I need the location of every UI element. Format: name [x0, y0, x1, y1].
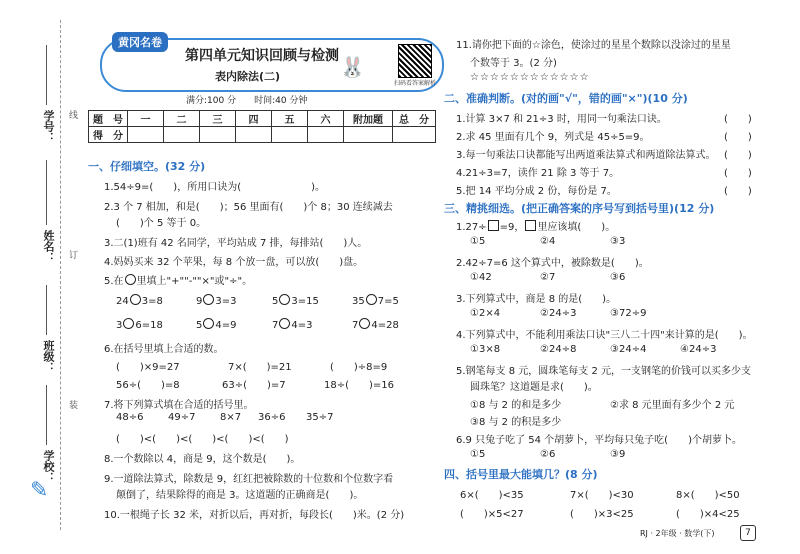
choice-4: 4.下列算式中，不能利用乘法口诀"三八二十四"来计算的是( )。 [456, 330, 753, 341]
square-blank-icon [525, 220, 536, 231]
question-6: 6.在括号里填上合适的数。 [104, 344, 224, 355]
q5-right: 4=3 [291, 320, 313, 331]
question-1: 1.54÷9=( )，所用口诀为( )。 [104, 182, 325, 193]
score-header-cell: 总 分 [393, 111, 436, 127]
q5-item [116, 318, 163, 331]
q5-left: 7 [272, 320, 279, 331]
score-header-cell: 附加题 [344, 111, 393, 127]
q6-item[interactable]: 63÷( )=7 [222, 380, 286, 391]
q5-right: 7=5 [377, 296, 399, 307]
fill-item[interactable]: 6×( )<35 [460, 490, 524, 501]
q7-item: 36÷6 [258, 412, 286, 423]
fill-item[interactable]: 8×( )<50 [676, 490, 740, 501]
q5-right: 3=3 [215, 296, 237, 307]
judge-4-answer[interactable]: ( ) [724, 168, 752, 179]
q7-item: 48÷6 [116, 412, 144, 423]
score-header-cell: 题 号 [89, 111, 128, 127]
q5-left: 9 [196, 296, 203, 307]
option: ②6 [540, 449, 556, 460]
score-header-cell: 五 [272, 111, 308, 127]
q5-right: 4=9 [215, 320, 237, 331]
c1-tail: 里应该填( )。 [537, 222, 616, 233]
q5-left: 24 [116, 296, 129, 307]
square-blank-icon [488, 220, 499, 231]
option: ②4 [540, 236, 556, 247]
option: ③3 [610, 236, 626, 247]
option: ①5 [470, 449, 486, 460]
score-table [88, 110, 436, 143]
operator-blank[interactable] [203, 294, 214, 305]
operator-blank[interactable] [359, 318, 370, 329]
q5-item [196, 294, 236, 307]
q7-item: 35÷7 [306, 412, 334, 423]
judge-5-answer[interactable]: ( ) [724, 186, 752, 197]
score-row-label: 得 分 [89, 127, 128, 143]
q6-item[interactable]: 7×( )=21 [228, 362, 292, 373]
qr-caption: 扫码看答案解析 [394, 80, 437, 87]
rabbit-mascot-icon: 🐰 [340, 55, 365, 79]
score-input-cell[interactable] [344, 127, 393, 143]
section-4-heading: 四、括号里最大能填几？(8 分) [444, 468, 598, 481]
option: ③8 与 2 的积是多少 [470, 417, 562, 428]
page-subtitle: 表内除法(二) [215, 70, 281, 83]
footer-book: RJ · 2年级 · 数学(下) [640, 529, 715, 538]
page-number: 7 [740, 525, 756, 541]
q5-item [352, 294, 399, 307]
judge-5: 5.把 14 平均分成 2 份，每份是 7。 [456, 186, 617, 197]
question-4: 4.妈妈买来 32 个苹果，每 8 个放一盘，可以放( )盘。 [104, 257, 364, 268]
brand-logo: 黄冈名卷 [112, 32, 168, 52]
binding-margin [0, 0, 78, 554]
choice-5-line1: 5.钢笔每支 8 元，圆珠笔每支 2 元，一支钢笔的价钱可以买多少支 [456, 366, 751, 377]
name-line [46, 160, 47, 225]
cut-line [60, 20, 61, 530]
option: ①5 [470, 236, 486, 247]
exam-time: 时间:40 分钟 [254, 96, 308, 106]
q5-left: 5 [272, 296, 279, 307]
score-input-row [89, 127, 436, 143]
q5-item [196, 318, 236, 331]
question-9-line2: 颠倒了，结果除得的商是 3。这道题的正确商是( )。 [116, 490, 364, 501]
score-input-cell[interactable] [308, 127, 344, 143]
operator-blank[interactable] [279, 294, 290, 305]
choice-6: 6.9 只兔子吃了 54 个胡萝卜，平均每只兔子吃( )个胡萝卜。 [456, 435, 742, 446]
operator-blank[interactable] [123, 318, 134, 329]
q5-left: 5 [196, 320, 203, 331]
score-input-cell[interactable] [128, 127, 164, 143]
word-xian: 线 [67, 110, 77, 119]
q5-suffix: 里填上"+""-""×"或"÷"。 [136, 276, 253, 287]
score-header-cell: 六 [308, 111, 344, 127]
q6-item[interactable]: ( )÷8=9 [330, 362, 388, 373]
fill-item[interactable]: 7×( )<30 [570, 490, 634, 501]
score-input-cell[interactable] [236, 127, 272, 143]
school-line [46, 385, 47, 445]
judge-1-answer[interactable]: ( ) [724, 114, 752, 125]
c1-mid: =9， [499, 222, 525, 233]
judge-2-answer[interactable]: ( ) [724, 132, 752, 143]
q5-left: 3 [116, 320, 123, 331]
star-row[interactable]: ☆☆☆☆☆☆☆☆☆☆☆☆ [470, 72, 590, 83]
question-9-line1: 9.一道除法算式，除数是 9，红红把被除数的十位数和个位数字看 [104, 474, 394, 485]
question-5 [104, 272, 252, 287]
option: ③9 [610, 449, 626, 460]
school-label: 学校： [42, 450, 55, 483]
word-zhuang: 装 [67, 400, 77, 409]
q5-item [116, 294, 163, 307]
option: ③72÷9 [610, 308, 647, 319]
question-3: 3.二(1)班有 42 名同学，平均站成 7 排，每排站( )人。 [104, 238, 368, 249]
q5-right: 6=18 [135, 320, 163, 331]
score-full: 满分:100 分 [186, 96, 237, 106]
choice-5-line2: 圆珠笔？这道题是求( )。 [470, 382, 598, 393]
student-number-label: 学号： [42, 110, 55, 143]
option: ①3×8 [470, 344, 501, 355]
score-header-cell: 三 [200, 111, 236, 127]
pencil-mascot-icon: ✎ [30, 478, 49, 503]
score-input-cell[interactable] [164, 127, 200, 143]
qr-code-icon [398, 44, 432, 78]
page-title: 第四单元知识回顾与检测 [185, 48, 339, 64]
fill-item[interactable]: ( )×4<25 [676, 509, 740, 520]
q5-prefix: 5.在 [104, 276, 124, 287]
question-11-line2: 个数等于 3。(2 分) [470, 58, 557, 69]
judge-1: 1.计算 3×7 和 21÷3 时，用同一句乘法口诀。 [456, 114, 667, 125]
section-1-heading: 一、仔细填空。(32 分) [88, 160, 206, 173]
word-ding: 订 [67, 250, 77, 259]
q6-item[interactable]: ( )×9=27 [116, 362, 180, 373]
option: ②7 [540, 272, 556, 283]
question-10: 10.一根绳子长 32 米，对折以后，再对折，每段长( )米。(2 分) [104, 510, 405, 521]
operator-blank[interactable] [366, 294, 377, 305]
option: ④24÷3 [680, 344, 717, 355]
q5-item [272, 318, 312, 331]
student-number-line [46, 45, 47, 105]
judge-3-answer[interactable]: ( ) [724, 150, 752, 161]
q5-right: 4=28 [371, 320, 399, 331]
score-header-cell: 二 [164, 111, 200, 127]
q6-item[interactable]: 18÷( )=16 [324, 380, 395, 391]
judge-4: 4.21÷3=7，读作 21 除 3 等于 7。 [456, 168, 620, 179]
option: ①8 与 2 的和是多少 [470, 400, 562, 411]
option: ①2×4 [470, 308, 501, 319]
class-line [46, 285, 47, 335]
exam-meta [186, 93, 307, 106]
fill-item[interactable]: ( )×5<27 [460, 509, 524, 520]
option: ①42 [470, 272, 492, 283]
question-2-line1: 2.3 个 7 相加，和是( )；56 里面有( )个 8；30 连续减去 [104, 202, 393, 213]
q5-item [352, 318, 399, 331]
q7-item: 8×7 [220, 412, 242, 423]
option: ③6 [610, 272, 626, 283]
class-label: 班级： [42, 340, 55, 373]
option: ②求 8 元里面有多少个 2 元 [610, 400, 735, 411]
q7-item: 49÷7 [168, 412, 196, 423]
question-2-line2: ( )个 5 等于 0。 [116, 218, 207, 229]
q6-item[interactable]: 56÷( )=8 [116, 380, 180, 391]
score-header-cell: 四 [236, 111, 272, 127]
score-header-cell: 一 [128, 111, 164, 127]
judge-2: 2.求 45 里面有几个 9，列式是 45÷5=9。 [456, 132, 650, 143]
operator-blank[interactable] [203, 318, 214, 329]
score-input-cell[interactable] [272, 127, 308, 143]
score-input-cell[interactable] [393, 127, 436, 143]
judge-3: 3.每一句乘法口诀都能写出两道乘法算式和两道除法算式。 [456, 150, 716, 161]
question-7: 7.将下列算式填在合适的括号里。 [104, 400, 254, 411]
name-label: 姓名： [42, 230, 55, 263]
q5-item [272, 294, 319, 307]
option: ③24÷4 [610, 344, 647, 355]
score-header-row [89, 111, 436, 127]
choice-3: 3.下列算式中，商是 8 的是( )。 [456, 294, 617, 305]
fill-item[interactable]: ( )×3<25 [570, 509, 634, 520]
option: ②24÷3 [540, 308, 577, 319]
circle-blank-icon [125, 274, 136, 285]
question-11-line1: 11.请你把下面的☆涂色，使涂过的星星个数除以没涂过的星星 [456, 40, 731, 51]
choice-2: 2.42÷7=6 这个算式中，被除数是( )。 [456, 258, 649, 269]
question-8: 8.一个数除以 4，商是 9，这个数是( )。 [104, 454, 301, 465]
option: ②24÷8 [540, 344, 577, 355]
c1-prefix: 1.27÷ [456, 222, 487, 233]
q5-right: 3=15 [291, 296, 319, 307]
q5-right: 3=8 [141, 296, 163, 307]
q5-left: 7 [352, 320, 359, 331]
section-2-heading: 二、准确判断。(对的画"√"，错的画"×")(10 分) [444, 92, 688, 105]
score-input-cell[interactable] [200, 127, 236, 143]
q5-left: 35 [352, 296, 365, 307]
section-3-heading: 三、精挑细选。(把正确答案的序号写到括号里)(12 分) [444, 202, 715, 215]
operator-blank[interactable] [279, 318, 290, 329]
q7-answer-line[interactable]: ( )<( )<( )<( )<( ) [116, 434, 289, 445]
operator-blank[interactable] [130, 294, 141, 305]
choice-1 [456, 218, 615, 233]
